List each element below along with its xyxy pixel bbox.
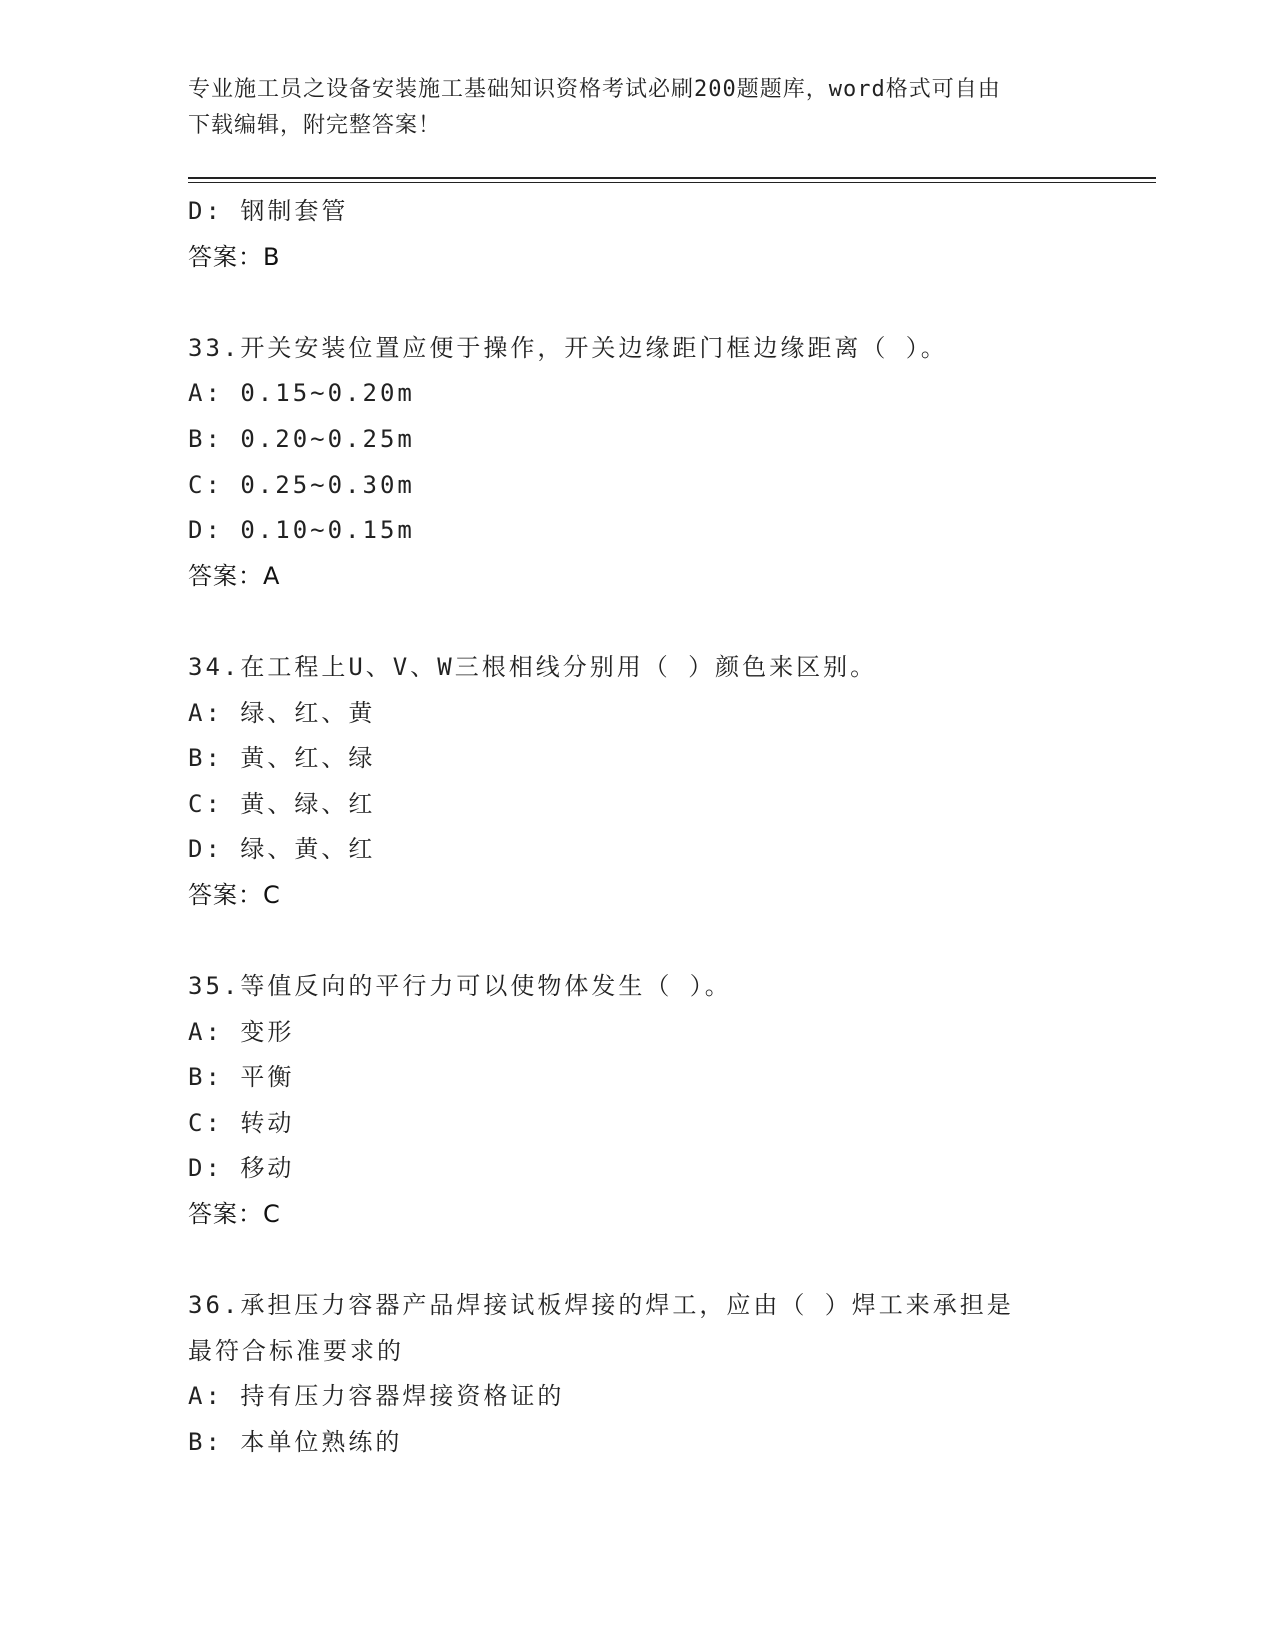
question-list [188, 189, 1148, 1466]
option-d: D: 绿、黄、红 [188, 835, 376, 864]
question-stem: 33.开关安装位置应便于操作，开关边缘距门框边缘距离（ ）。 [188, 333, 948, 362]
question-36 [188, 1283, 1148, 1465]
option-b: B: 本单位熟练的 [188, 1428, 403, 1457]
question-stem: 35.等值反向的平行力可以使物体发生（ ）。 [188, 972, 732, 1001]
question-stem-continued: 最符合标准要求的 [188, 1336, 404, 1365]
answer-line: 答案：C [188, 880, 281, 909]
option-d: D: 钢制套管 [188, 197, 349, 225]
option-a: A: 0.15~0.20m [188, 379, 415, 408]
header-line-1: 专业施工员之设备安装施工基础知识资格考试必刷200题题库，word格式可自由 [188, 77, 1001, 102]
option-c: C: 转动 [188, 1108, 295, 1137]
question-32-tail [188, 189, 1148, 280]
answer-line: 答案：B [188, 242, 281, 271]
option-c: C: 黄、绿、红 [188, 789, 376, 818]
answer-line: 答案：C [188, 1200, 281, 1229]
question-stem: 36.承担压力容器产品焊接试板焊接的焊工，应由（ ）焊工来承担是 [188, 1291, 1014, 1320]
option-c: C: 0.25~0.30m [188, 470, 415, 499]
option-b: B: 平衡 [188, 1063, 295, 1092]
question-34 [188, 645, 1148, 919]
option-b: B: 黄、红、绿 [188, 744, 376, 773]
option-a: A: 绿、红、黄 [188, 698, 376, 727]
header-line-2: 下载编辑，附完整答案！ [188, 113, 442, 138]
question-stem: 34.在工程上U、V、W三根相线分别用（ ）颜色来区别。 [188, 652, 878, 681]
option-d: D: 0.10~0.15m [188, 516, 415, 545]
header-divider-thick [188, 177, 1156, 179]
option-b: B: 0.20~0.25m [188, 424, 415, 453]
question-35 [188, 964, 1148, 1238]
header-divider-thin [188, 182, 1156, 183]
document-header [188, 72, 1088, 144]
option-d: D: 移动 [188, 1154, 295, 1183]
option-a: A: 变形 [188, 1017, 295, 1046]
option-a: A: 持有压力容器焊接资格证的 [188, 1382, 565, 1411]
question-33 [188, 326, 1148, 600]
answer-line: 答案：A [188, 561, 281, 590]
